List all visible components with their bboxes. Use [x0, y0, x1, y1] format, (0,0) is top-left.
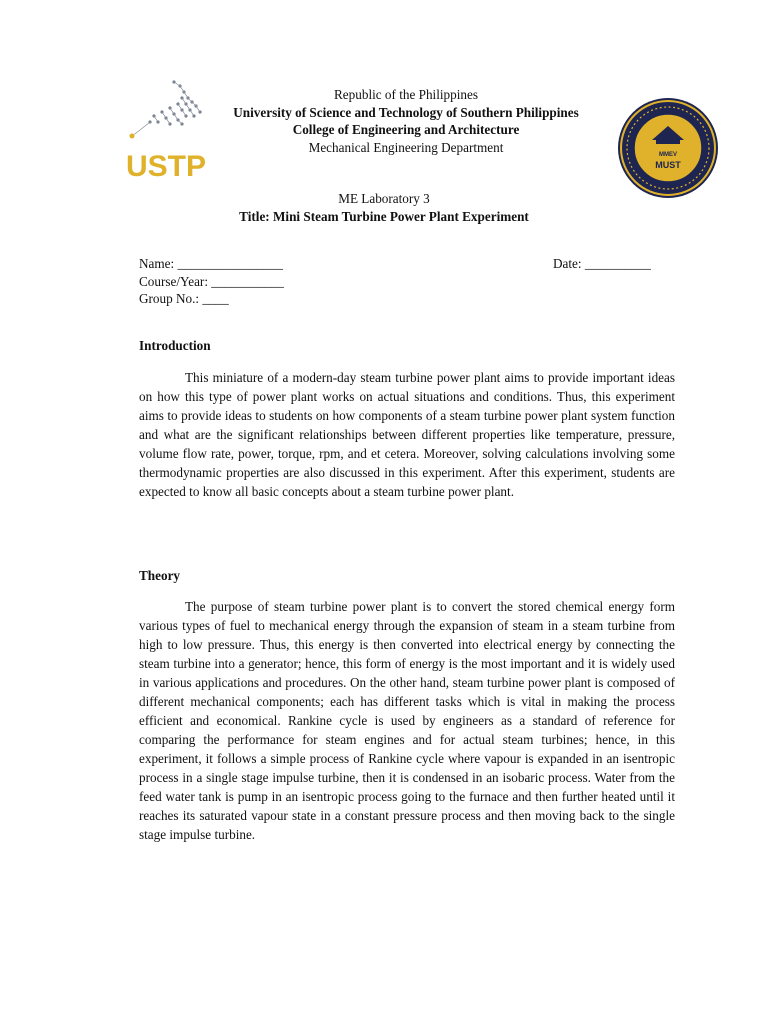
lab-title: Title: Mini Steam Turbine Power Plant Experiment [239, 208, 529, 224]
header-republic: Republic of the Philippines [334, 87, 478, 102]
introduction-paragraph: This miniature of a modern-day steam turbine power plant aims to provide important ideas on how this type of power plant works on actual situations and conditions. Thus, this experiment aims to provide ideas to students on how components of a steam turbine power plant system function and what are the significant relationships between different properties like temperature, pressure, volume flow rate, power, torque, rpm, and et cetera. Moreover, solving calculations involving some thermodynamic properties are also discussed in this experiment. After this experiment, students are expected to know all basic concepts about a steam turbine power plant. [139, 370, 675, 499]
header-college: College of Engineering and Architecture [292, 122, 520, 137]
lab-heading [0, 190, 768, 225]
student-fields [139, 255, 679, 308]
course-year-field: Course/Year: ___________ [139, 273, 284, 289]
header-university: University of Science and Technology of Southern Philippines [233, 104, 579, 120]
seal-top-text: MMEV [659, 152, 677, 158]
must-seal-logo [616, 96, 720, 200]
seal-bottom-text: MUST [655, 160, 681, 170]
institution-header [196, 86, 616, 156]
date-field: Date: __________ [553, 256, 651, 271]
header-department: Mechanical Engineering Department [308, 139, 504, 155]
lab-number: ME Laboratory 3 [338, 191, 430, 206]
theory-paragraph: The purpose of steam turbine power plant is to convert the stored chemical energy form various types of fuel to mechanical energy through the expansion of steam in a steam turbine from high to low pressure. Thus, this energy is then converted into electrical energy by connecting the steam turbine into a generator; hence, this form of energy is the most important and it is widely used in various applications and procedures. On the other hand, steam turbine power plant is composed of different mechanical components; each has different tasks which is vital in making the process efficient and economical. Rankine cycle is used by engineers as a standard of reference for comparing the performance for steam engines and for actual steam turbines; hence, in this experiment, it follows a simple process of Rankine cycle where vapour is expanded in an isentropic process in a single stage impulse turbine, then it is condensed in an isobaric process. Water from the feed water tank is pump in an isentropic process going to the furnace and then further heated until it reaches its saturated vapour state in a constant pressure process and then moving back to the single stage impulse turbine. [139, 599, 675, 842]
introduction-heading: Introduction [139, 338, 211, 353]
theory-heading: Theory [139, 568, 181, 583]
ustp-logo-text: USTP [126, 150, 207, 182]
name-field: Name: ________________ [139, 256, 283, 271]
group-number-field: Group No.: ____ [139, 291, 229, 306]
